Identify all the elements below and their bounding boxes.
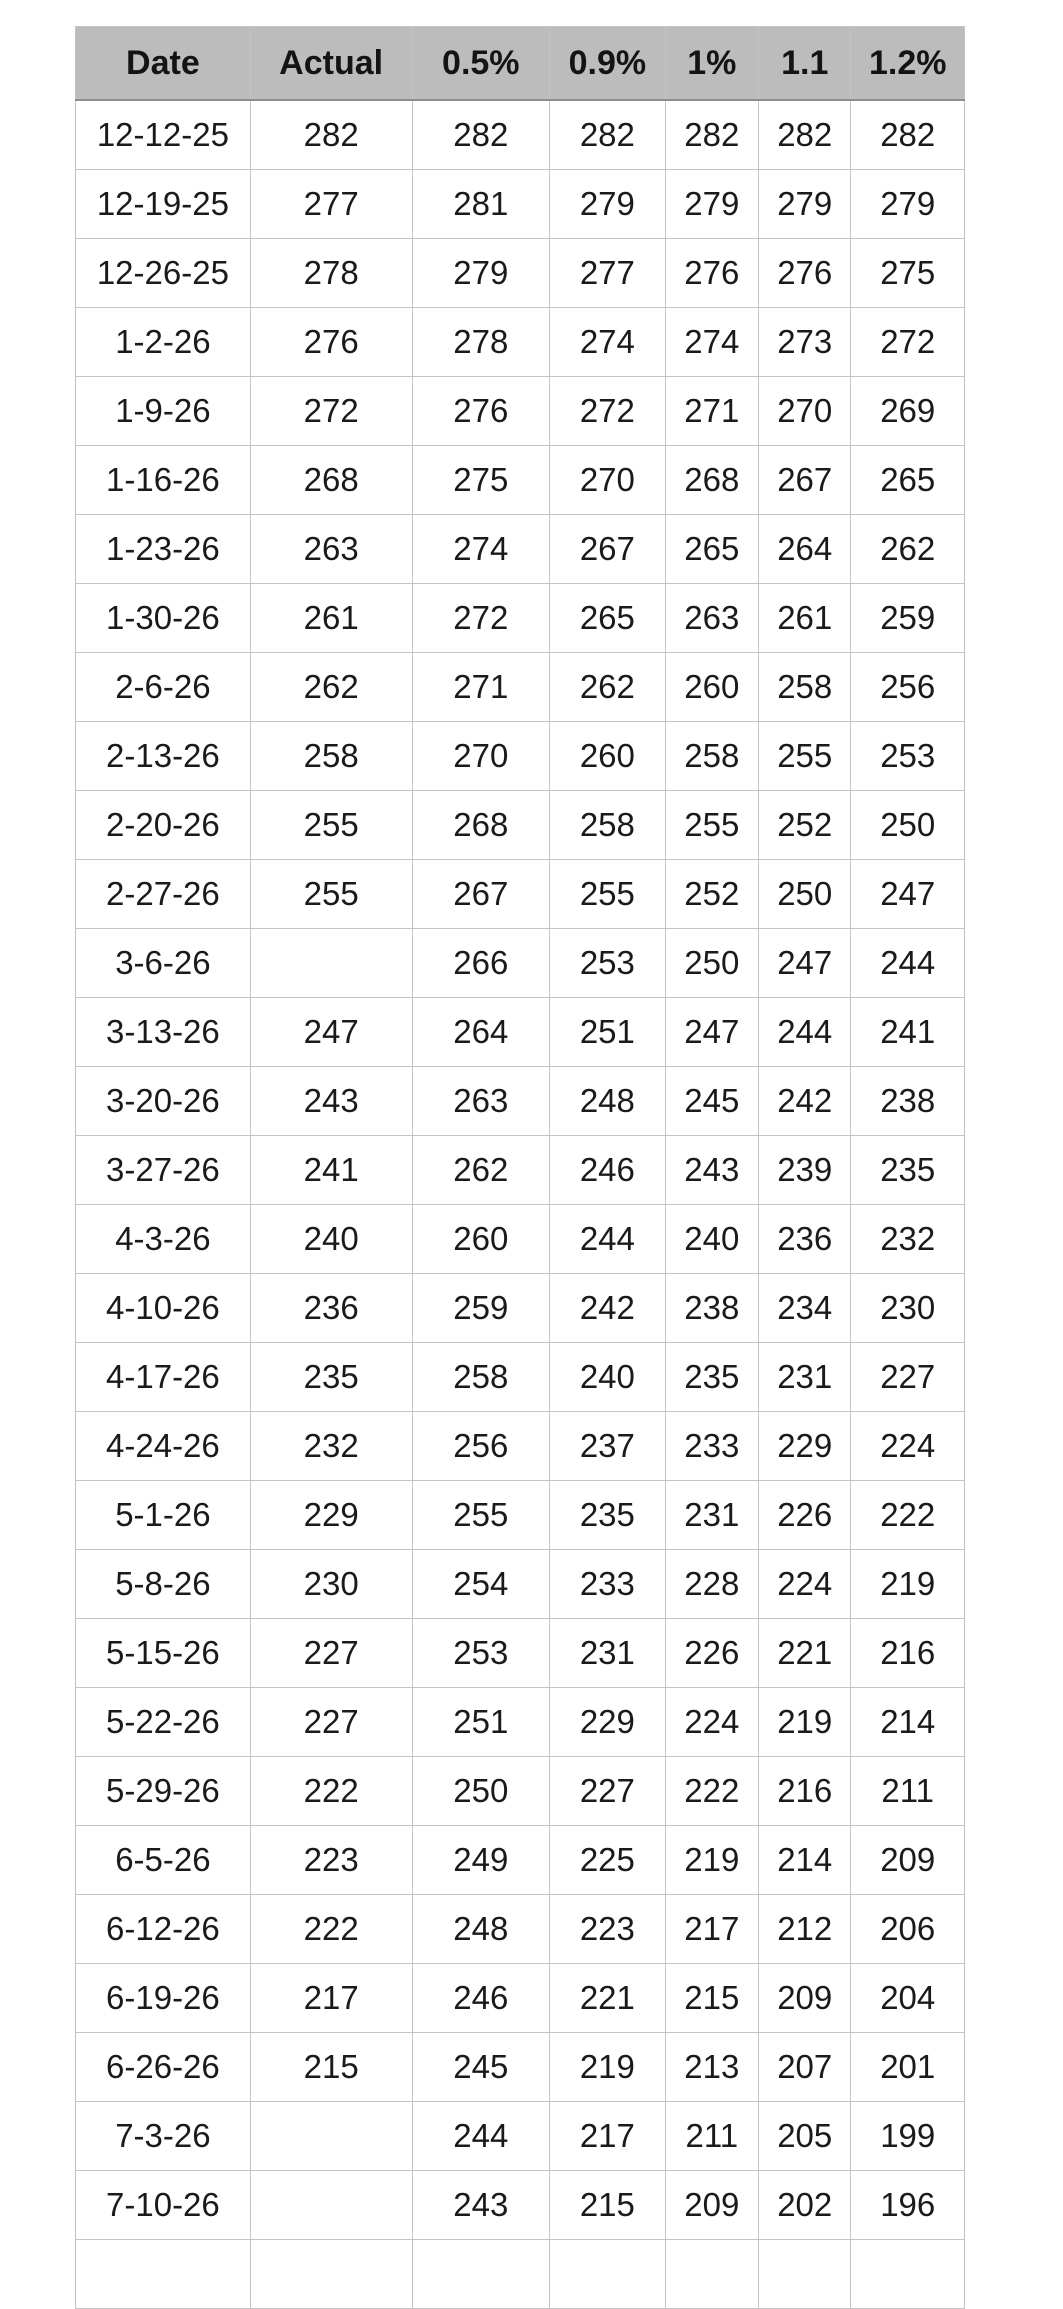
rate-0-9-cell[interactable]: 248 (550, 1067, 666, 1136)
actual-cell[interactable]: 255 (250, 860, 412, 929)
rate-1-2-cell[interactable]: 272 (851, 308, 965, 377)
rate-1-cell[interactable]: 213 (665, 2033, 758, 2102)
date-cell[interactable]: 7-10-26 (76, 2171, 251, 2240)
rate-1-2-cell[interactable]: 211 (851, 1757, 965, 1826)
rate-1-1-cell[interactable]: 279 (759, 170, 851, 239)
table-row (76, 1136, 965, 1205)
rate-1-1-cell[interactable]: 207 (759, 2033, 851, 2102)
date-cell[interactable]: 12-12-25 (76, 100, 251, 170)
rate-0-9-cell[interactable]: 229 (550, 1688, 666, 1757)
rate-0-5-cell[interactable]: 248 (412, 1895, 550, 1964)
rate-1-1-cell[interactable]: 239 (759, 1136, 851, 1205)
rate-1-cell[interactable]: 255 (665, 791, 758, 860)
spreadsheet-table-container (75, 26, 965, 2309)
rate-1-2-cell[interactable]: 230 (851, 1274, 965, 1343)
rate-1-2-cell[interactable]: 201 (851, 2033, 965, 2102)
rate-1-cell[interactable]: 276 (665, 239, 758, 308)
table-body (76, 100, 965, 2309)
date-cell[interactable]: 4-24-26 (76, 1412, 251, 1481)
actual-cell[interactable] (250, 929, 412, 998)
rate-1-1-cell[interactable]: 242 (759, 1067, 851, 1136)
rate-1-2-cell[interactable]: 204 (851, 1964, 965, 2033)
actual-cell[interactable]: 278 (250, 239, 412, 308)
rate-1-2-cell[interactable]: 199 (851, 2102, 965, 2171)
rate-0-5-cell[interactable]: 267 (412, 860, 550, 929)
rate-0-5-cell[interactable]: 245 (412, 2033, 550, 2102)
rate-1-2-cell[interactable]: 259 (851, 584, 965, 653)
rate-0-9-cell[interactable]: 221 (550, 1964, 666, 2033)
actual-cell[interactable]: 241 (250, 1136, 412, 1205)
rate-1-cell[interactable]: 235 (665, 1343, 758, 1412)
rate-0-9-cell[interactable]: 235 (550, 1481, 666, 1550)
rate-0-5-cell[interactable]: 244 (412, 2102, 550, 2171)
date-cell[interactable]: 1-30-26 (76, 584, 251, 653)
rate-0-5-cell[interactable]: 264 (412, 998, 550, 1067)
rate-1-cell[interactable]: 268 (665, 446, 758, 515)
rate-1-1-cell[interactable]: 212 (759, 1895, 851, 1964)
table-row (76, 2171, 965, 2240)
rate-0-5-cell[interactable]: 256 (412, 1412, 550, 1481)
date-cell[interactable]: 6-12-26 (76, 1895, 251, 1964)
table-row (76, 1412, 965, 1481)
rate-0-5-cell[interactable]: 274 (412, 515, 550, 584)
rate-1-cell[interactable]: 243 (665, 1136, 758, 1205)
table-row (76, 2033, 965, 2102)
rate-1-1-cell[interactable]: 250 (759, 860, 851, 929)
rate-0-5-cell[interactable]: 270 (412, 722, 550, 791)
rate-1-cell[interactable]: 258 (665, 722, 758, 791)
date-cell[interactable]: 12-19-25 (76, 170, 251, 239)
rate-1-1-cell[interactable]: 270 (759, 377, 851, 446)
rate-1-cell[interactable]: 240 (665, 1205, 758, 1274)
rate-0-9-cell[interactable]: 253 (550, 929, 666, 998)
rate-1-1-cell[interactable]: 224 (759, 1550, 851, 1619)
date-cell[interactable]: 2-6-26 (76, 653, 251, 722)
rate-1-2-cell[interactable]: 241 (851, 998, 965, 1067)
date-cell[interactable]: 7-3-26 (76, 2102, 251, 2171)
date-cell[interactable]: 12-26-25 (76, 239, 251, 308)
rate-1-cell[interactable]: 226 (665, 1619, 758, 1688)
rate-1-cell[interactable]: 282 (665, 100, 758, 170)
rate-1-cell[interactable]: 245 (665, 1067, 758, 1136)
rate-0-5-cell[interactable]: 251 (412, 1688, 550, 1757)
rate-0-5-cell[interactable]: 271 (412, 653, 550, 722)
rate-1-2-cell[interactable]: 262 (851, 515, 965, 584)
rate-0-9-cell[interactable]: 244 (550, 1205, 666, 1274)
rate-1-1-cell[interactable]: 205 (759, 2102, 851, 2171)
rate-0-9-cell[interactable] (550, 2240, 666, 2309)
actual-cell[interactable]: 229 (250, 1481, 412, 1550)
date-cell[interactable]: 5-29-26 (76, 1757, 251, 1826)
header-rate-1-2[interactable]: 1.2% (851, 27, 965, 101)
date-cell[interactable]: 4-17-26 (76, 1343, 251, 1412)
rate-1-cell[interactable]: 211 (665, 2102, 758, 2171)
rate-0-5-cell[interactable]: 243 (412, 2171, 550, 2240)
rate-1-2-cell[interactable]: 235 (851, 1136, 965, 1205)
table-row (76, 998, 965, 1067)
actual-cell[interactable]: 217 (250, 1964, 412, 2033)
actual-cell[interactable]: 222 (250, 1757, 412, 1826)
rate-1-1-cell[interactable]: 247 (759, 929, 851, 998)
rate-1-1-cell[interactable]: 226 (759, 1481, 851, 1550)
rate-1-1-cell[interactable]: 282 (759, 100, 851, 170)
table-header (76, 27, 965, 101)
rate-1-cell[interactable]: 250 (665, 929, 758, 998)
rate-0-9-cell[interactable]: 282 (550, 100, 666, 170)
table-row (76, 446, 965, 515)
table-row (76, 2102, 965, 2171)
rate-1-cell[interactable]: 263 (665, 584, 758, 653)
rate-1-2-cell[interactable]: 206 (851, 1895, 965, 1964)
date-cell[interactable]: 5-22-26 (76, 1688, 251, 1757)
rate-1-2-cell[interactable]: 256 (851, 653, 965, 722)
rate-1-2-cell[interactable]: 222 (851, 1481, 965, 1550)
rate-1-cell[interactable]: 279 (665, 170, 758, 239)
actual-cell[interactable]: 240 (250, 1205, 412, 1274)
rate-1-2-cell[interactable]: 265 (851, 446, 965, 515)
rate-0-9-cell[interactable]: 267 (550, 515, 666, 584)
date-cell[interactable]: 1-9-26 (76, 377, 251, 446)
rate-1-1-cell[interactable]: 261 (759, 584, 851, 653)
actual-cell[interactable] (250, 2240, 412, 2309)
rate-0-5-cell[interactable]: 250 (412, 1757, 550, 1826)
rate-0-9-cell[interactable]: 262 (550, 653, 666, 722)
actual-cell[interactable] (250, 2171, 412, 2240)
table-row (76, 1205, 965, 1274)
rate-0-9-cell[interactable]: 272 (550, 377, 666, 446)
table-row (76, 929, 965, 998)
table-row (76, 1895, 965, 1964)
rate-0-9-cell[interactable]: 274 (550, 308, 666, 377)
actual-cell[interactable]: 276 (250, 308, 412, 377)
actual-cell[interactable]: 243 (250, 1067, 412, 1136)
rate-0-9-cell[interactable]: 258 (550, 791, 666, 860)
date-cell[interactable]: 4-10-26 (76, 1274, 251, 1343)
rate-1-1-cell[interactable]: 221 (759, 1619, 851, 1688)
actual-cell[interactable]: 235 (250, 1343, 412, 1412)
weight-projection-table (75, 26, 965, 2309)
rate-0-9-cell[interactable]: 237 (550, 1412, 666, 1481)
header-rate-0-9[interactable]: 0.9% (550, 27, 666, 101)
rate-1-1-cell[interactable]: 202 (759, 2171, 851, 2240)
rate-0-5-cell[interactable]: 275 (412, 446, 550, 515)
rate-0-5-cell[interactable]: 258 (412, 1343, 550, 1412)
rate-1-2-cell[interactable]: 219 (851, 1550, 965, 1619)
rate-1-2-cell[interactable]: 275 (851, 239, 965, 308)
table-row (76, 1688, 965, 1757)
date-cell[interactable]: 5-15-26 (76, 1619, 251, 1688)
rate-0-9-cell[interactable]: 223 (550, 1895, 666, 1964)
rate-0-9-cell[interactable]: 251 (550, 998, 666, 1067)
actual-cell[interactable]: 227 (250, 1688, 412, 1757)
date-cell[interactable]: 3-13-26 (76, 998, 251, 1067)
header-rate-1-1[interactable]: 1.1 (759, 27, 851, 101)
actual-cell[interactable]: 255 (250, 791, 412, 860)
table-row (76, 791, 965, 860)
rate-1-cell[interactable]: 271 (665, 377, 758, 446)
rate-0-9-cell[interactable]: 217 (550, 2102, 666, 2171)
rate-0-5-cell[interactable]: 276 (412, 377, 550, 446)
rate-1-cell[interactable]: 228 (665, 1550, 758, 1619)
rate-1-cell[interactable]: 219 (665, 1826, 758, 1895)
table-row (76, 1481, 965, 1550)
rate-1-2-cell[interactable]: 279 (851, 170, 965, 239)
header-row (76, 27, 965, 101)
rate-1-cell[interactable]: 274 (665, 308, 758, 377)
rate-1-2-cell[interactable]: 250 (851, 791, 965, 860)
rate-0-9-cell[interactable]: 225 (550, 1826, 666, 1895)
rate-1-1-cell[interactable]: 236 (759, 1205, 851, 1274)
rate-1-cell[interactable]: 247 (665, 998, 758, 1067)
rate-1-2-cell[interactable]: 214 (851, 1688, 965, 1757)
date-cell[interactable]: 2-13-26 (76, 722, 251, 791)
rate-0-5-cell[interactable]: 259 (412, 1274, 550, 1343)
actual-cell[interactable]: 282 (250, 100, 412, 170)
rate-1-2-cell[interactable]: 216 (851, 1619, 965, 1688)
rate-0-5-cell[interactable]: 254 (412, 1550, 550, 1619)
rate-1-cell[interactable] (665, 2240, 758, 2309)
rate-0-9-cell[interactable]: 242 (550, 1274, 666, 1343)
rate-0-5-cell[interactable]: 278 (412, 308, 550, 377)
date-cell[interactable]: 4-3-26 (76, 1205, 251, 1274)
rate-1-1-cell[interactable]: 229 (759, 1412, 851, 1481)
rate-0-9-cell[interactable]: 279 (550, 170, 666, 239)
actual-cell[interactable]: 230 (250, 1550, 412, 1619)
rate-0-5-cell[interactable] (412, 2240, 550, 2309)
rate-0-9-cell[interactable]: 246 (550, 1136, 666, 1205)
rate-1-cell[interactable]: 252 (665, 860, 758, 929)
rate-1-2-cell[interactable]: 224 (851, 1412, 965, 1481)
table-row (76, 170, 965, 239)
rate-0-9-cell[interactable]: 277 (550, 239, 666, 308)
rate-1-2-cell[interactable]: 282 (851, 100, 965, 170)
table-row (76, 2240, 965, 2309)
rate-0-5-cell[interactable]: 262 (412, 1136, 550, 1205)
header-rate-1[interactable]: 1% (665, 27, 758, 101)
actual-cell[interactable]: 227 (250, 1619, 412, 1688)
rate-1-2-cell[interactable] (851, 2240, 965, 2309)
rate-0-5-cell[interactable]: 272 (412, 584, 550, 653)
date-cell[interactable]: 1-2-26 (76, 308, 251, 377)
table-row (76, 377, 965, 446)
rate-1-1-cell[interactable]: 264 (759, 515, 851, 584)
date-cell[interactable]: 5-8-26 (76, 1550, 251, 1619)
table-row (76, 1757, 965, 1826)
rate-1-2-cell[interactable]: 209 (851, 1826, 965, 1895)
rate-1-1-cell[interactable]: 234 (759, 1274, 851, 1343)
actual-cell[interactable]: 258 (250, 722, 412, 791)
rate-0-5-cell[interactable]: 255 (412, 1481, 550, 1550)
rate-1-2-cell[interactable]: 196 (851, 2171, 965, 2240)
date-cell[interactable]: 6-19-26 (76, 1964, 251, 2033)
rate-0-9-cell[interactable]: 255 (550, 860, 666, 929)
date-cell[interactable]: 2-27-26 (76, 860, 251, 929)
table-row (76, 1274, 965, 1343)
rate-1-1-cell[interactable]: 209 (759, 1964, 851, 2033)
rate-1-1-cell[interactable]: 273 (759, 308, 851, 377)
rate-1-1-cell[interactable]: 231 (759, 1343, 851, 1412)
rate-1-cell[interactable]: 260 (665, 653, 758, 722)
header-rate-0-5[interactable]: 0.5% (412, 27, 550, 101)
actual-cell[interactable]: 236 (250, 1274, 412, 1343)
rate-1-1-cell[interactable]: 255 (759, 722, 851, 791)
rate-0-9-cell[interactable]: 233 (550, 1550, 666, 1619)
actual-cell[interactable]: 272 (250, 377, 412, 446)
date-cell[interactable]: 1-16-26 (76, 446, 251, 515)
rate-1-cell[interactable]: 209 (665, 2171, 758, 2240)
rate-0-5-cell[interactable]: 249 (412, 1826, 550, 1895)
date-cell[interactable]: 5-1-26 (76, 1481, 251, 1550)
rate-1-2-cell[interactable]: 244 (851, 929, 965, 998)
header-actual[interactable]: Actual (250, 27, 412, 101)
rate-1-1-cell[interactable] (759, 2240, 851, 2309)
rate-0-5-cell[interactable]: 281 (412, 170, 550, 239)
rate-1-2-cell[interactable]: 269 (851, 377, 965, 446)
date-cell[interactable]: 3-6-26 (76, 929, 251, 998)
rate-1-1-cell[interactable]: 216 (759, 1757, 851, 1826)
rate-1-2-cell[interactable]: 232 (851, 1205, 965, 1274)
rate-0-5-cell[interactable]: 253 (412, 1619, 550, 1688)
date-cell[interactable]: 3-20-26 (76, 1067, 251, 1136)
rate-0-9-cell[interactable]: 215 (550, 2171, 666, 2240)
actual-cell[interactable] (250, 2102, 412, 2171)
rate-0-9-cell[interactable]: 231 (550, 1619, 666, 1688)
rate-1-2-cell[interactable]: 238 (851, 1067, 965, 1136)
rate-0-9-cell[interactable]: 270 (550, 446, 666, 515)
rate-0-5-cell[interactable]: 268 (412, 791, 550, 860)
rate-1-cell[interactable]: 265 (665, 515, 758, 584)
table-row (76, 722, 965, 791)
actual-cell[interactable]: 263 (250, 515, 412, 584)
table-row (76, 1343, 965, 1412)
rate-1-2-cell[interactable]: 227 (851, 1343, 965, 1412)
rate-1-1-cell[interactable]: 244 (759, 998, 851, 1067)
rate-0-5-cell[interactable]: 246 (412, 1964, 550, 2033)
date-cell[interactable]: 6-26-26 (76, 2033, 251, 2102)
rate-1-cell[interactable]: 224 (665, 1688, 758, 1757)
actual-cell[interactable]: 215 (250, 2033, 412, 2102)
rate-1-cell[interactable]: 233 (665, 1412, 758, 1481)
table-row (76, 860, 965, 929)
rate-0-5-cell[interactable]: 282 (412, 100, 550, 170)
actual-cell[interactable]: 262 (250, 653, 412, 722)
rate-1-2-cell[interactable]: 247 (851, 860, 965, 929)
rate-0-9-cell[interactable]: 260 (550, 722, 666, 791)
rate-0-5-cell[interactable]: 260 (412, 1205, 550, 1274)
rate-1-2-cell[interactable]: 253 (851, 722, 965, 791)
rate-0-9-cell[interactable]: 227 (550, 1757, 666, 1826)
table-row (76, 515, 965, 584)
rate-1-1-cell[interactable]: 267 (759, 446, 851, 515)
actual-cell[interactable]: 232 (250, 1412, 412, 1481)
actual-cell[interactable]: 268 (250, 446, 412, 515)
table-row (76, 1964, 965, 2033)
date-cell[interactable] (76, 2240, 251, 2309)
rate-0-9-cell[interactable]: 265 (550, 584, 666, 653)
rate-0-9-cell[interactable]: 240 (550, 1343, 666, 1412)
table-row (76, 1826, 965, 1895)
rate-1-cell[interactable]: 215 (665, 1964, 758, 2033)
rate-0-9-cell[interactable]: 219 (550, 2033, 666, 2102)
rate-0-5-cell[interactable]: 266 (412, 929, 550, 998)
rate-1-1-cell[interactable]: 252 (759, 791, 851, 860)
table-row (76, 1550, 965, 1619)
rate-1-1-cell[interactable]: 214 (759, 1826, 851, 1895)
rate-0-5-cell[interactable]: 279 (412, 239, 550, 308)
date-cell[interactable]: 2-20-26 (76, 791, 251, 860)
date-cell[interactable]: 6-5-26 (76, 1826, 251, 1895)
rate-1-cell[interactable]: 238 (665, 1274, 758, 1343)
actual-cell[interactable]: 222 (250, 1895, 412, 1964)
table-row (76, 308, 965, 377)
rate-1-cell[interactable]: 222 (665, 1757, 758, 1826)
rate-1-1-cell[interactable]: 258 (759, 653, 851, 722)
rate-0-5-cell[interactable]: 263 (412, 1067, 550, 1136)
table-row (76, 584, 965, 653)
table-row (76, 1619, 965, 1688)
rate-1-cell[interactable]: 231 (665, 1481, 758, 1550)
rate-1-1-cell[interactable]: 276 (759, 239, 851, 308)
table-row (76, 1067, 965, 1136)
actual-cell[interactable]: 261 (250, 584, 412, 653)
table-row (76, 100, 965, 170)
date-cell[interactable]: 3-27-26 (76, 1136, 251, 1205)
rate-1-cell[interactable]: 217 (665, 1895, 758, 1964)
header-date[interactable]: Date (76, 27, 251, 101)
date-cell[interactable]: 1-23-26 (76, 515, 251, 584)
rate-1-1-cell[interactable]: 219 (759, 1688, 851, 1757)
actual-cell[interactable]: 277 (250, 170, 412, 239)
table-row (76, 239, 965, 308)
actual-cell[interactable]: 247 (250, 998, 412, 1067)
actual-cell[interactable]: 223 (250, 1826, 412, 1895)
table-row (76, 653, 965, 722)
